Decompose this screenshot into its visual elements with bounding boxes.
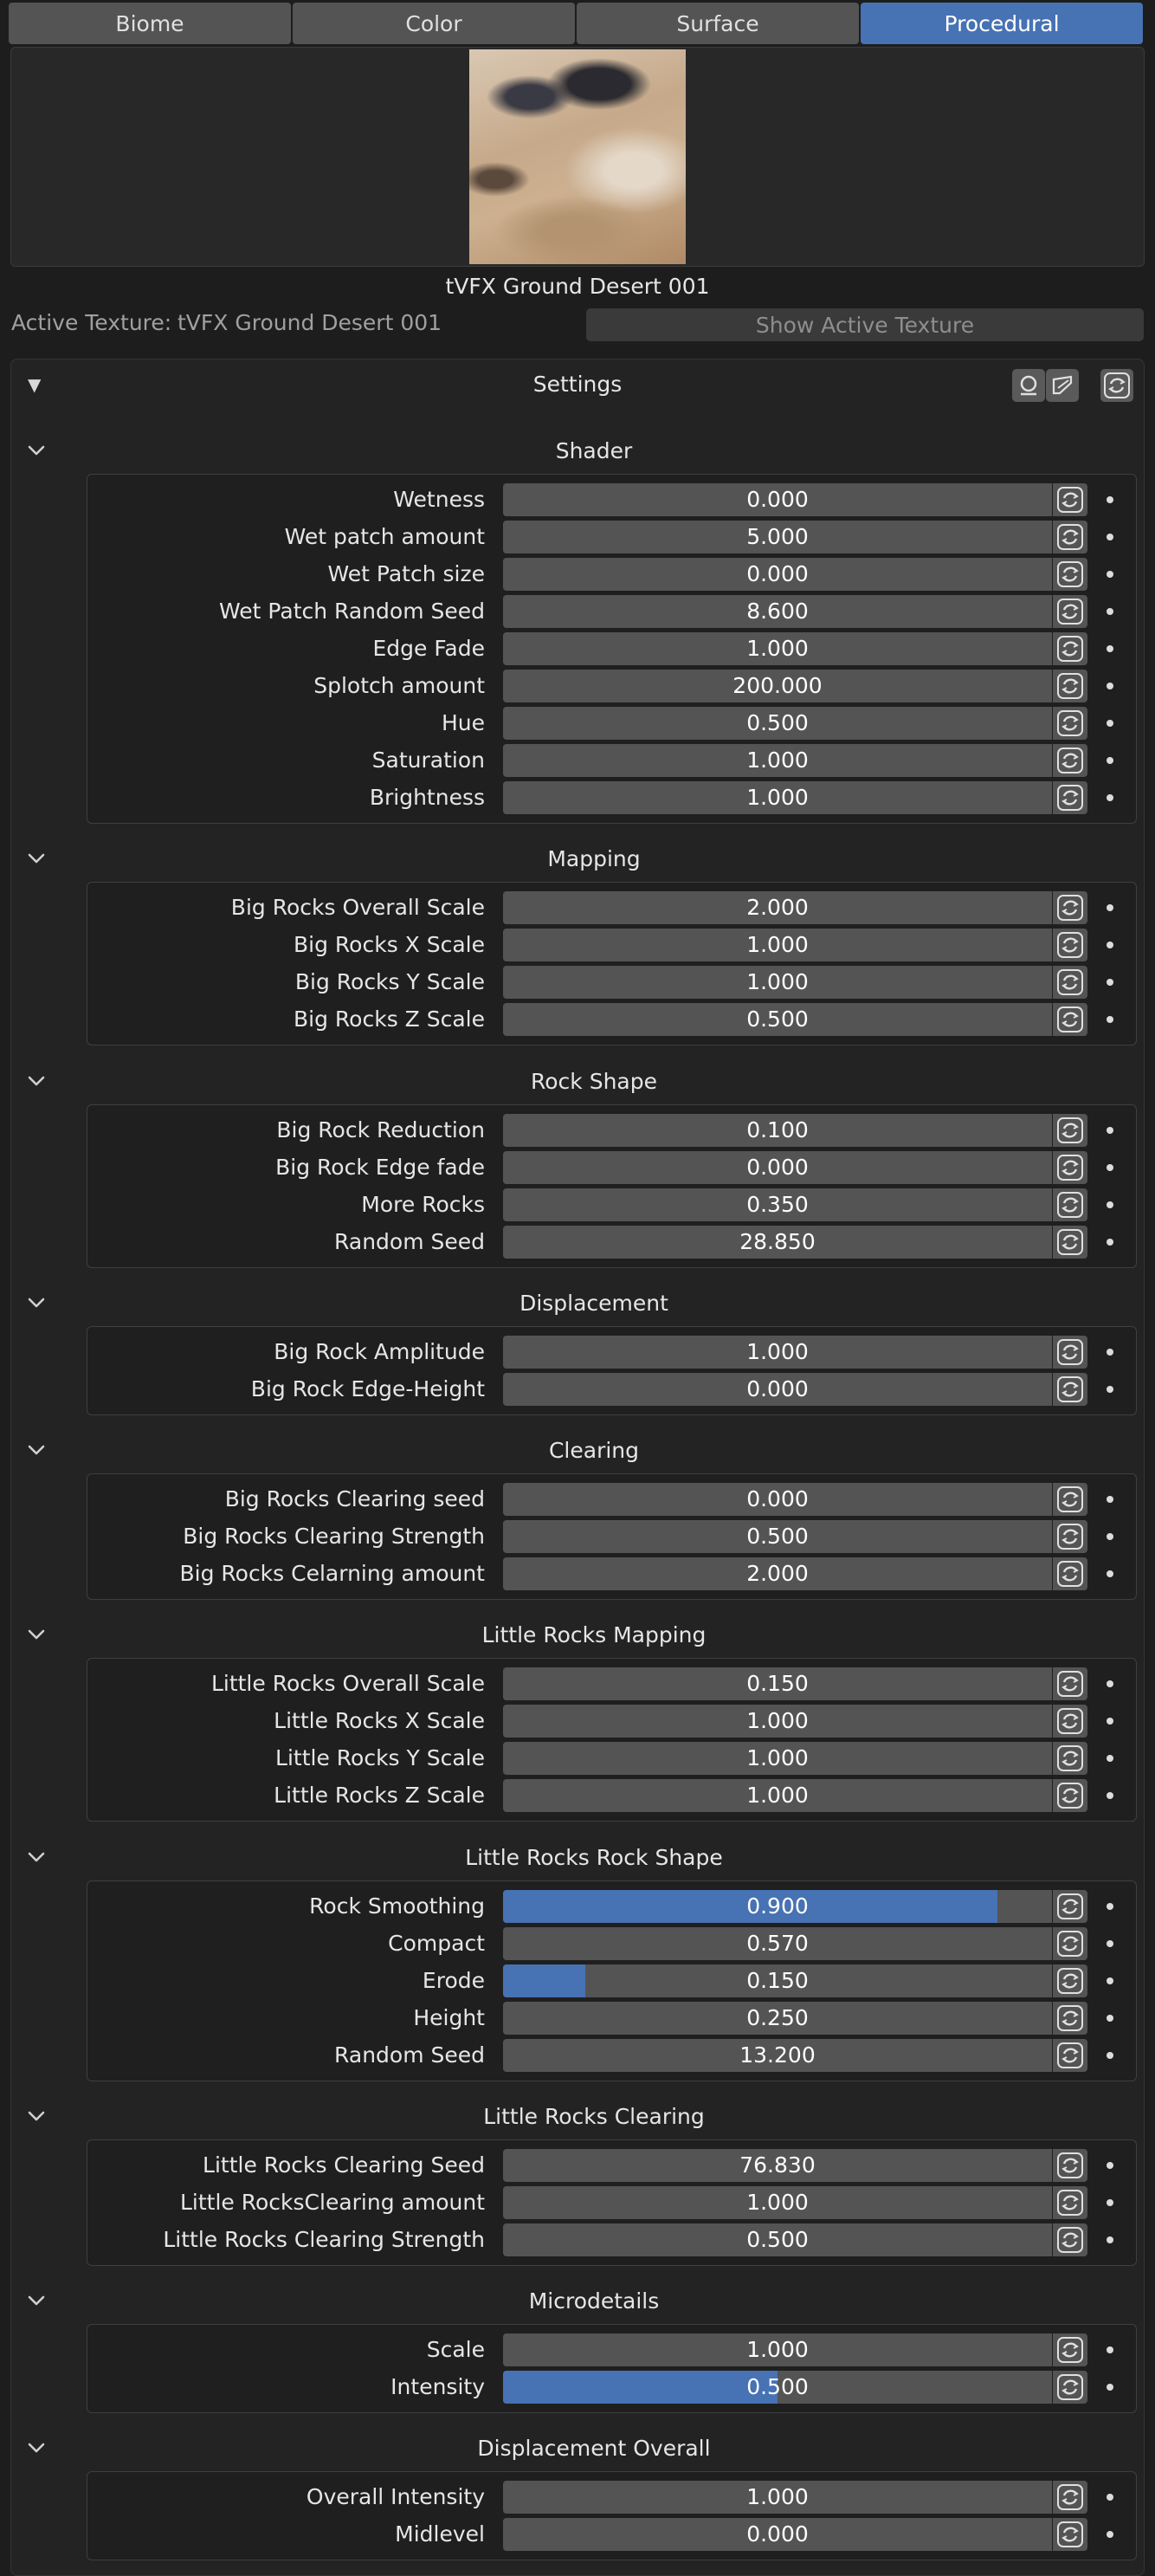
value-field[interactable]	[503, 558, 1052, 591]
property-label: Wet Patch Random Seed	[219, 599, 485, 624]
property-row	[0, 1113, 1155, 1148]
value-field[interactable]	[503, 1964, 1052, 1997]
tab-procedural[interactable]: Procedural	[861, 3, 1143, 44]
value-field[interactable]	[503, 2002, 1052, 2035]
value-field[interactable]	[503, 670, 1052, 702]
keyframe-dot-icon[interactable]	[1107, 1940, 1113, 1947]
section-header[interactable]	[10, 1065, 1145, 1100]
property-row	[0, 965, 1155, 1000]
property-row	[0, 1741, 1155, 1776]
keyframe-dot-icon[interactable]	[1107, 1718, 1113, 1725]
keyframe-dot-icon[interactable]	[1107, 1349, 1113, 1356]
field-value: 1.000	[746, 969, 809, 994]
reset-icon[interactable]	[1053, 1520, 1087, 1553]
field-value: 28.850	[739, 1229, 816, 1254]
field-value: 0.000	[746, 487, 809, 512]
value-field[interactable]	[503, 1188, 1052, 1221]
property-row	[0, 2001, 1155, 2036]
property-label: Rock Smoothing	[309, 1893, 485, 1919]
node-icon[interactable]	[1012, 369, 1045, 402]
property-label: Random Seed	[334, 1229, 485, 1254]
section-header[interactable]	[10, 435, 1145, 469]
value-field[interactable]	[503, 521, 1052, 553]
property-label: Little Rocks Overall Scale	[210, 1671, 485, 1696]
value-field[interactable]	[503, 1667, 1052, 1700]
property-label: Little RocksClearing amount	[180, 2190, 485, 2215]
property-row	[0, 928, 1155, 962]
reset-icon[interactable]	[1053, 1557, 1087, 1590]
field-value: 0.000	[746, 2521, 809, 2547]
value-field[interactable]	[503, 891, 1052, 924]
keyframe-dot-icon[interactable]	[1107, 979, 1113, 986]
section-title: Little Rocks Rock Shape	[465, 1845, 723, 1870]
texture-name: tVFX Ground Desert 001	[445, 274, 710, 299]
keyframe-dot-icon[interactable]	[1107, 1680, 1113, 1687]
keyframe-dot-icon[interactable]	[1107, 2531, 1113, 2538]
property-label: Big Rocks Clearing Strength	[183, 1524, 485, 1549]
property-row	[0, 520, 1155, 554]
property-label: Big Rocks Overall Scale	[230, 895, 485, 920]
field-value: 0.500	[746, 1006, 809, 1032]
reset-icon[interactable]	[1053, 929, 1087, 961]
keyframe-dot-icon[interactable]	[1107, 2199, 1113, 2206]
field-value: 0.500	[746, 2374, 809, 2399]
property-label: More Rocks	[361, 1192, 485, 1217]
texture-thumbnail[interactable]	[469, 49, 686, 264]
property-label: Wet Patch size	[327, 561, 485, 586]
property-row	[0, 743, 1155, 778]
settings-header[interactable]	[10, 359, 1145, 412]
value-field[interactable]	[503, 1373, 1052, 1406]
section-title: Little Rocks Clearing	[483, 2104, 705, 2129]
section-header[interactable]	[10, 1434, 1145, 1469]
value-field[interactable]	[503, 966, 1052, 999]
property-row	[0, 2223, 1155, 2257]
reset-icon[interactable]	[1053, 1483, 1087, 1516]
field-value: 0.250	[746, 2005, 809, 2030]
value-field[interactable]	[503, 632, 1052, 665]
field-value: 0.000	[746, 1486, 809, 1511]
keyframe-dot-icon[interactable]	[1107, 496, 1113, 503]
value-field[interactable]	[503, 2149, 1052, 2182]
keyframe-dot-icon[interactable]	[1107, 1570, 1113, 1577]
keyframe-dot-icon[interactable]	[1107, 757, 1113, 764]
value-field[interactable]	[503, 2518, 1052, 2551]
field-value: 1.000	[746, 2190, 809, 2215]
value-field[interactable]	[503, 744, 1052, 777]
value-field[interactable]	[503, 1520, 1052, 1553]
reset-icon[interactable]	[1053, 1742, 1087, 1775]
active-texture-label: Active Texture:	[11, 310, 172, 335]
property-row	[0, 2185, 1155, 2220]
reset-icon[interactable]	[1053, 2481, 1087, 2514]
reset-icon[interactable]	[1053, 891, 1087, 924]
value-field[interactable]	[503, 1557, 1052, 1590]
value-field[interactable]	[503, 929, 1052, 961]
field-value: 0.000	[746, 561, 809, 586]
property-row	[0, 1002, 1155, 1037]
brush-icon[interactable]	[1046, 369, 1079, 402]
property-row	[0, 2517, 1155, 2552]
field-value: 5.000	[746, 524, 809, 549]
field-value: 1.000	[746, 1339, 809, 1364]
section-header[interactable]	[10, 1619, 1145, 1654]
reset-icon[interactable]	[1053, 521, 1087, 553]
keyframe-dot-icon[interactable]	[1107, 720, 1113, 727]
keyframe-dot-icon[interactable]	[1107, 942, 1113, 948]
section-header[interactable]	[10, 2432, 1145, 2467]
property-label: Big Rocks Z Scale	[294, 1006, 485, 1032]
property-label: Random Seed	[334, 2042, 485, 2068]
value-field[interactable]	[503, 1226, 1052, 1259]
keyframe-dot-icon[interactable]	[1107, 2052, 1113, 2059]
value-field[interactable]	[503, 2371, 1052, 2404]
value-field[interactable]	[503, 707, 1052, 740]
reset-icon[interactable]	[1053, 707, 1087, 740]
property-label: Height	[413, 2005, 485, 2030]
keyframe-dot-icon[interactable]	[1107, 2162, 1113, 2169]
keyframe-dot-icon[interactable]	[1107, 1201, 1113, 1208]
property-row	[0, 2148, 1155, 2183]
property-row	[0, 1335, 1155, 1369]
section-header[interactable]	[10, 2285, 1145, 2320]
keyframe-dot-icon[interactable]	[1107, 1164, 1113, 1171]
property-label: Splotch amount	[313, 673, 485, 698]
reset-icon[interactable]	[1053, 1373, 1087, 1406]
property-row	[0, 780, 1155, 815]
field-value: 13.200	[739, 2042, 816, 2068]
property-label: Big Rocks Y Scale	[294, 969, 485, 994]
keyframe-dot-icon[interactable]	[1107, 2015, 1113, 2022]
value-field[interactable]	[503, 483, 1052, 516]
reset-icon[interactable]	[1053, 1779, 1087, 1812]
value-field[interactable]	[503, 1336, 1052, 1369]
field-value: 1.000	[746, 1783, 809, 1808]
field-value: 2.000	[746, 895, 809, 920]
field-value: 0.500	[746, 710, 809, 735]
property-row	[0, 2333, 1155, 2367]
property-row	[0, 1557, 1155, 1591]
property-label: Big Rocks X Scale	[294, 932, 485, 957]
property-label: Brightness	[369, 785, 485, 810]
section-header[interactable]	[10, 2100, 1145, 2135]
property-label: Erode	[422, 1968, 485, 1993]
property-label: Hue	[441, 710, 485, 735]
reset-icon[interactable]	[1053, 1667, 1087, 1700]
value-field[interactable]	[503, 1779, 1052, 1812]
keyframe-dot-icon[interactable]	[1107, 794, 1113, 801]
active-texture-value: tVFX Ground Desert 001	[177, 310, 442, 335]
keyframe-dot-icon[interactable]	[1107, 1127, 1113, 1134]
keyframe-dot-icon[interactable]	[1107, 1239, 1113, 1246]
property-label: Little Rocks X Scale	[274, 1708, 485, 1733]
property-row	[0, 1188, 1155, 1222]
reset-icon[interactable]	[1053, 781, 1087, 814]
value-field[interactable]	[503, 595, 1052, 628]
property-row	[0, 1225, 1155, 1259]
tab-biome[interactable]: Biome	[9, 3, 291, 44]
collapse-triangle-icon[interactable]: ▼	[28, 374, 42, 395]
value-field[interactable]	[503, 2186, 1052, 2219]
property-label: Wet patch amount	[284, 524, 485, 549]
property-label: Compact	[388, 1931, 485, 1956]
section-title: Rock Shape	[531, 1069, 657, 1094]
value-field[interactable]	[503, 2039, 1052, 2072]
value-field[interactable]	[503, 2223, 1052, 2256]
field-value: 0.570	[746, 1931, 809, 1956]
reset-icon[interactable]	[1053, 966, 1087, 999]
keyframe-dot-icon[interactable]	[1107, 1016, 1113, 1023]
reset-icon[interactable]	[1053, 1114, 1087, 1147]
field-value: 8.600	[746, 599, 809, 624]
property-label: Big Rock Edge-Height	[250, 1376, 485, 1401]
property-row	[0, 1778, 1155, 1813]
property-row	[0, 594, 1155, 629]
reset-icon[interactable]	[1053, 2333, 1087, 2366]
keyframe-dot-icon[interactable]	[1107, 2494, 1113, 2501]
property-row	[0, 631, 1155, 666]
property-label: Wetness	[393, 487, 485, 512]
value-field[interactable]	[503, 1483, 1052, 1516]
keyframe-dot-icon[interactable]	[1107, 2384, 1113, 2391]
field-value: 0.150	[746, 1968, 809, 1993]
tab-color[interactable]: Color	[293, 3, 575, 44]
property-label: Scale	[426, 2337, 485, 2362]
field-value: 0.100	[746, 1117, 809, 1142]
property-row	[0, 2038, 1155, 2073]
property-row	[0, 1889, 1155, 1924]
property-row	[0, 1704, 1155, 1738]
tab-surface[interactable]: Surface	[577, 3, 859, 44]
refresh-icon[interactable]	[1100, 369, 1133, 402]
property-label: Little Rocks Clearing Seed	[203, 2152, 485, 2178]
reset-icon[interactable]	[1053, 1336, 1087, 1369]
reset-icon[interactable]	[1053, 1003, 1087, 1036]
field-value: 2.000	[746, 1561, 809, 1586]
settings-title: Settings	[532, 372, 623, 397]
keyframe-dot-icon[interactable]	[1107, 1533, 1113, 1540]
show-active-texture-button[interactable]: Show Active Texture	[586, 308, 1144, 341]
reset-icon[interactable]	[1053, 2186, 1087, 2219]
reset-icon[interactable]	[1053, 2371, 1087, 2404]
field-value: 1.000	[746, 636, 809, 661]
property-label: Big Rock Edge fade	[275, 1155, 485, 1180]
property-label: Edge Fade	[372, 636, 485, 661]
field-value: 0.000	[746, 1376, 809, 1401]
property-label: Overall Intensity	[306, 2484, 485, 2509]
reset-icon[interactable]	[1053, 2002, 1087, 2035]
reset-icon[interactable]	[1053, 2149, 1087, 2182]
property-label: Big Rocks Clearing seed	[224, 1486, 485, 1511]
reset-icon[interactable]	[1053, 1226, 1087, 1259]
value-field[interactable]	[503, 1927, 1052, 1960]
reset-icon[interactable]	[1053, 1964, 1087, 1997]
field-value: 1.000	[746, 2484, 809, 2509]
value-field[interactable]	[503, 2481, 1052, 2514]
property-row	[0, 1150, 1155, 1185]
keyframe-dot-icon[interactable]	[1107, 1977, 1113, 1984]
category-tabs	[9, 3, 1143, 44]
section-title: Clearing	[548, 1438, 640, 1463]
field-value: 0.500	[746, 1524, 809, 1549]
reset-icon[interactable]	[1053, 2039, 1087, 2072]
property-row	[0, 2370, 1155, 2404]
property-label: Big Rock Amplitude	[274, 1339, 485, 1364]
property-label: Big Rocks Celarning amount	[179, 1561, 485, 1586]
property-row	[0, 1964, 1155, 1998]
value-field[interactable]	[503, 1003, 1052, 1036]
reset-icon[interactable]	[1053, 1890, 1087, 1923]
section-title: Little Rocks Mapping	[481, 1622, 707, 1647]
section-header[interactable]	[10, 843, 1145, 877]
property-row	[0, 1372, 1155, 1407]
keyframe-dot-icon[interactable]	[1107, 904, 1113, 911]
keyframe-dot-icon[interactable]	[1107, 645, 1113, 652]
reset-icon[interactable]	[1053, 1705, 1087, 1738]
field-value: 0.350	[746, 1192, 809, 1217]
reset-icon[interactable]	[1053, 595, 1087, 628]
reset-icon[interactable]	[1053, 2223, 1087, 2256]
reset-icon[interactable]	[1053, 632, 1087, 665]
field-value: 76.830	[739, 2152, 816, 2178]
property-row	[0, 557, 1155, 592]
field-value: 1.000	[746, 1745, 809, 1770]
field-value: 1.000	[746, 785, 809, 810]
keyframe-dot-icon[interactable]	[1107, 534, 1113, 540]
reset-icon[interactable]	[1053, 1151, 1087, 1184]
property-row	[0, 1667, 1155, 1701]
field-value: 1.000	[746, 932, 809, 957]
property-row	[0, 669, 1155, 703]
property-label: Big Rock Reduction	[276, 1117, 485, 1142]
reset-icon[interactable]	[1053, 744, 1087, 777]
property-label: Little Rocks Clearing Strength	[163, 2227, 485, 2252]
field-value: 0.000	[746, 1155, 809, 1180]
section-title: Displacement Overall	[477, 2436, 711, 2461]
keyframe-dot-icon[interactable]	[1107, 1755, 1113, 1762]
keyframe-dot-icon[interactable]	[1107, 608, 1113, 615]
section-title: Mapping	[547, 846, 641, 871]
keyframe-dot-icon[interactable]	[1107, 1792, 1113, 1799]
keyframe-dot-icon[interactable]	[1107, 1386, 1113, 1393]
reset-icon[interactable]	[1053, 670, 1087, 702]
property-label: Intensity	[390, 2374, 485, 2399]
field-value: 1.000	[746, 1708, 809, 1733]
property-row	[0, 1519, 1155, 1554]
value-field[interactable]	[503, 1114, 1052, 1147]
property-row	[0, 890, 1155, 925]
property-row	[0, 706, 1155, 741]
property-row	[0, 2480, 1155, 2515]
value-field[interactable]	[503, 781, 1052, 814]
property-row	[0, 1482, 1155, 1517]
keyframe-dot-icon[interactable]	[1107, 683, 1113, 689]
section-title: Shader	[555, 438, 633, 463]
value-field[interactable]	[503, 2333, 1052, 2366]
property-label: Little Rocks Z Scale	[274, 1783, 485, 1808]
field-value: 1.000	[746, 2337, 809, 2362]
reset-icon[interactable]	[1053, 2518, 1087, 2551]
field-value: 200.000	[732, 673, 823, 698]
keyframe-dot-icon[interactable]	[1107, 1496, 1113, 1503]
field-value: 0.500	[746, 2227, 809, 2252]
value-field[interactable]	[503, 1151, 1052, 1184]
keyframe-dot-icon[interactable]	[1107, 571, 1113, 578]
field-value: 1.000	[746, 748, 809, 773]
keyframe-dot-icon[interactable]	[1107, 2236, 1113, 2243]
property-row	[0, 482, 1155, 517]
field-value: 0.150	[746, 1671, 809, 1696]
value-field[interactable]	[503, 1742, 1052, 1775]
field-value: 0.900	[746, 1893, 809, 1919]
section-header[interactable]	[10, 1841, 1145, 1876]
section-header[interactable]	[10, 1287, 1145, 1322]
section-title: Displacement	[519, 1291, 668, 1316]
property-label: Midlevel	[395, 2521, 485, 2547]
value-field[interactable]	[503, 1890, 1052, 1923]
property-label: Little Rocks Y Scale	[275, 1745, 485, 1770]
reset-icon[interactable]	[1053, 1927, 1087, 1960]
section-title: Microdetails	[528, 2288, 660, 2314]
value-field[interactable]	[503, 1705, 1052, 1738]
property-label: Saturation	[371, 748, 485, 773]
keyframe-dot-icon[interactable]	[1107, 1903, 1113, 1910]
property-row	[0, 1926, 1155, 1961]
reset-icon[interactable]	[1053, 558, 1087, 591]
reset-icon[interactable]	[1053, 1188, 1087, 1221]
reset-icon[interactable]	[1053, 483, 1087, 516]
keyframe-dot-icon[interactable]	[1107, 2346, 1113, 2353]
